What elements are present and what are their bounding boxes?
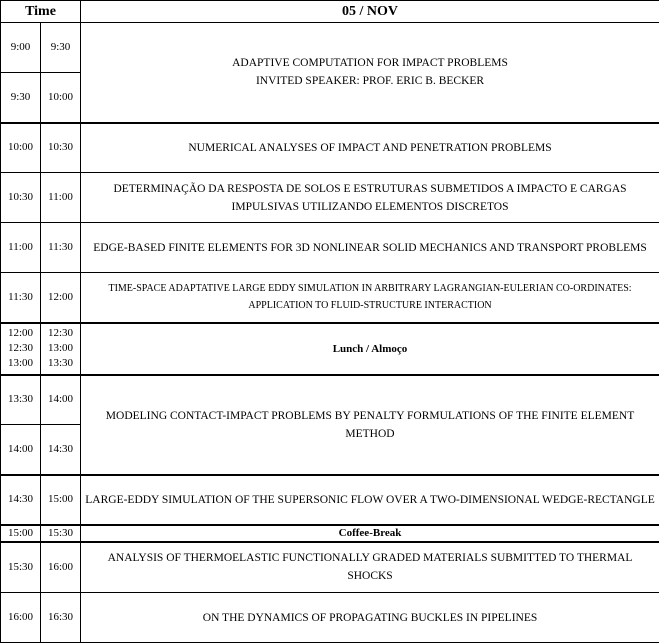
slot-end: 16:30 (41, 593, 81, 643)
slot-start: 14:00 (1, 425, 41, 475)
day-header: 05 / NOV (81, 1, 659, 23)
lunch-break: Lunch / Almoço (81, 323, 659, 375)
slot-end: 15:30 (41, 525, 81, 542)
slot-start: 15:00 (1, 525, 41, 542)
slot-start: 14:30 (1, 475, 41, 525)
slot-start: 13:00 (7, 357, 34, 369)
invited-speaker: INVITED SPEAKER: PROF. ERIC B. BECKER (255, 75, 485, 88)
talk-determinacao: DETERMINAÇÃO DA RESPOSTA DE SOLOS E ESTRUTURAS SUBMETIDOS A IMPACTO E CARGAS IMPULSIVAS UTILIZANDO ELEMENTOS DISCRETOS (81, 173, 659, 223)
slot-start: 10:30 (1, 173, 41, 223)
slot-start: 11:30 (1, 273, 41, 323)
slot-end: 9:30 (41, 23, 81, 73)
coffee-break: Coffee-Break (81, 525, 659, 542)
slot-end: 11:00 (41, 173, 81, 223)
slot-start: 9:30 (1, 73, 41, 123)
slot-end: 16:00 (41, 542, 81, 593)
slot-end: 10:00 (41, 73, 81, 123)
slot-end: 12:30 (47, 327, 74, 339)
slot-end: 11:30 (41, 223, 81, 273)
slot-start: 9:00 (1, 23, 41, 73)
time-header: Time (1, 1, 81, 23)
slot-end: 14:30 (41, 425, 81, 475)
slot-start: 13:30 (1, 375, 41, 425)
talk-large-eddy: LARGE-EDDY SIMULATION OF THE SUPERSONIC FLOW OVER A TWO-DIMENSIONAL WEDGE-RECTANGLE (81, 475, 659, 525)
slot-start: 16:00 (1, 593, 41, 643)
slot-end: 13:30 (47, 357, 74, 369)
talk-buckles: ON THE DYNAMICS OF PROPAGATING BUCKLES IN PIPELINES (81, 593, 659, 643)
slot-end: 13:00 (47, 342, 74, 354)
talk-keynote (81, 23, 659, 123)
slot-start: 12:00 (7, 327, 34, 339)
slot-start: 12:30 (7, 342, 34, 354)
talk-numerical-analyses: NUMERICAL ANALYSES OF IMPACT AND PENETRATION PROBLEMS (81, 123, 659, 173)
talk-contact-impact: MODELING CONTACT-IMPACT PROBLEMS BY PENALTY FORMULATIONS OF THE FINITE ELEMENT METHOD (81, 375, 659, 475)
slot-start: 10:00 (1, 123, 41, 173)
talk-time-space: TIME-SPACE ADAPTATIVE LARGE EDDY SIMULATION IN ARBITRARY LAGRANGIAN-EULERIAN CO-ORDINATES: APPLICATION TO FLUID-STRUCTURE INTERACTION (81, 273, 659, 323)
slot-end: 15:00 (41, 475, 81, 525)
slot-end: 12:00 (41, 273, 81, 323)
talk-title: ADAPTIVE COMPUTATION FOR IMPACT PROBLEMS (232, 57, 508, 70)
slot-end: 14:00 (41, 375, 81, 425)
slot-start: 11:00 (1, 223, 41, 273)
talk-thermoelastic: ANALYSIS OF THERMOELASTIC FUNCTIONALLY GRADED MATERIALS SUBMITTED TO THERMAL SHOCKS (81, 542, 659, 593)
talk-edge-based: EDGE-BASED FINITE ELEMENTS FOR 3D NONLINEAR SOLID MECHANICS AND TRANSPORT PROBLEMS (81, 223, 659, 273)
slot-end: 10:30 (41, 123, 81, 173)
lunch-ends (41, 323, 81, 375)
slot-start: 15:30 (1, 542, 41, 593)
lunch-starts (1, 323, 41, 375)
